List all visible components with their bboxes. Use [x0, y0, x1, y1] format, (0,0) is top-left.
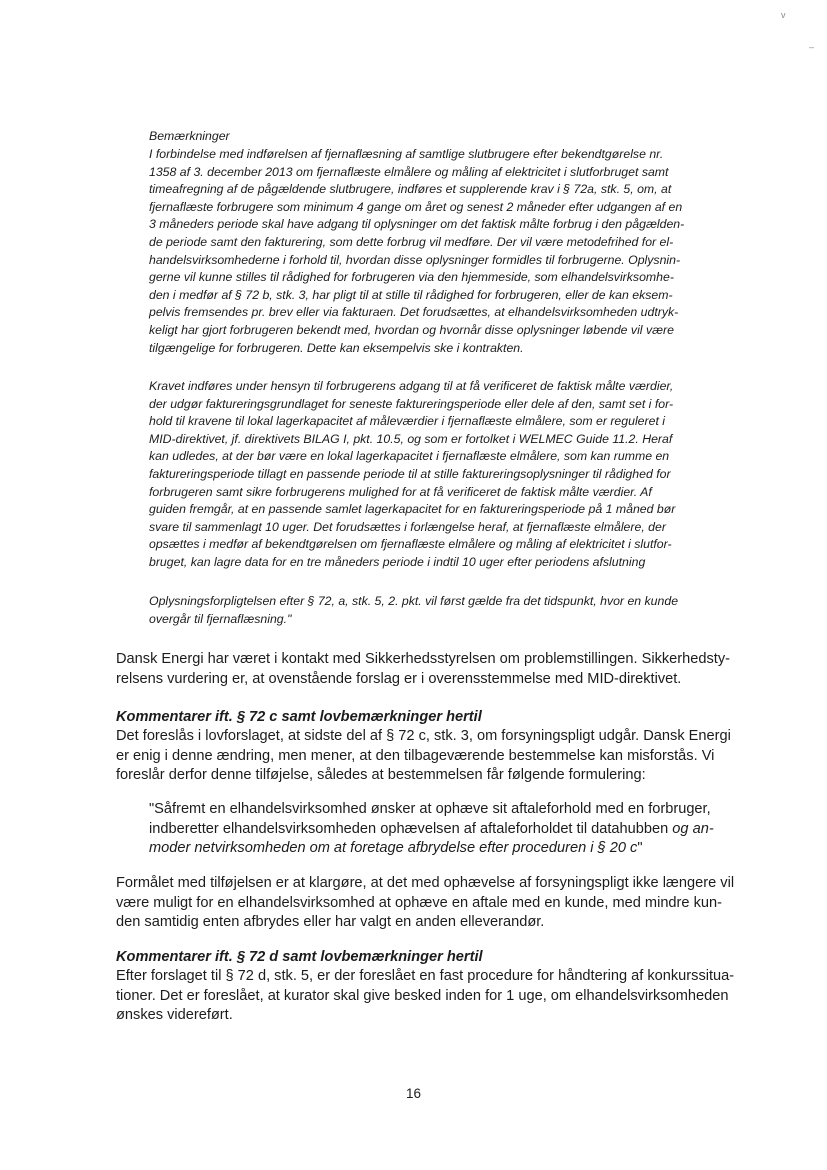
text-line: faktureringsperiode tillagt en passende periode til at stille faktureringsoplysninger til rådighed for — [149, 466, 671, 481]
text-line: kan udledes, at der bør være en lokal lagerkapacitet i fjernaflæste elmålere, som kan rumme en — [149, 449, 670, 464]
text-line: relsens vurdering er, at ovenstående forslag er i overensstemmelse med MID-direktivet. — [116, 670, 682, 687]
remarks-title-block — [149, 128, 724, 146]
proposed-wording-quote — [149, 800, 739, 859]
remarks-paragraph-1 — [149, 146, 724, 357]
text-line: I forbindelse med indførelsen af fjernaflæsning af samtlige slutbrugere efter bekendtgørelse nr. — [149, 147, 664, 161]
text-line: foreslår derfor denne tilføjelse, således at bestemmelsen får følgende formulering: — [116, 767, 646, 784]
text-line: 3 måneders periode skal have adgang til oplysninger om det faktisk målte forbrug i den pågælden- — [149, 217, 685, 232]
text-line: forbrugeren samt sikre forbrugerens mulighed for at få verificeret de faktisk målte værdier. Af — [149, 484, 652, 499]
text-line — [149, 820, 739, 840]
scan-mark: – — [809, 42, 815, 52]
text-line: der udgør faktureringsgrundlaget for seneste faktureringsperiode eller dele af den, samt set i for- — [149, 396, 674, 411]
text-line: 1358 af 3. december 2013 om fjernaflæste elmålere og måling af elektricitet i slutforbruget samt — [149, 164, 669, 179]
text-line: Oplysningsforpligtelsen efter § 72, a, stk. 5, 2. pkt. vil først gælde fra det tidspunkt, hvor en kunde — [149, 594, 679, 608]
quote-text: " — [637, 840, 643, 857]
text-line: være muligt for en elhandelsvirksomhed at ophæve en aftale med en kunde, med mindre kun- — [116, 894, 722, 911]
text-line: fjernaflæste forbrugere som minimum 4 gange om året og senest 2 måneder efter udgangen af en — [149, 199, 683, 214]
text-line: overgår til fjernaflæsning." — [149, 611, 292, 626]
body-paragraph-1 — [116, 650, 738, 689]
text-line: er enig i denne ændring, men mener, at den tilbageværende bestemmelse kan misforstås. Vi — [116, 747, 715, 764]
body-paragraph-3 — [116, 874, 738, 933]
text-line: Kravet indføres under hensyn til forbrugerens adgang til at få verificeret de faktisk målte værdier, — [149, 379, 674, 393]
text-line: bruget, kan lagre data for en tre måneders periode i indtil 10 uger efter periodens afslutning — [149, 554, 646, 569]
text-line: "Såfremt en elhandelsvirksomhed ønsker at ophæve sit aftaleforhold med en forbruger, — [149, 801, 711, 817]
text-line: keligt har gjort forbrugeren bekendt med, hvordan og hvornår disse oplysninger løbende vil være — [149, 322, 674, 337]
text-line: tioner. Det er foreslået, at kurator skal give besked inden for 1 uge, om elhandelsvirksomheden — [116, 987, 729, 1004]
text-line: timeafregning af de pågældende slutbrugere, indføres et supplerende krav i § 72a, stk. 5, om, at — [149, 182, 672, 197]
text-line — [149, 839, 739, 859]
heading-text: Kommentarer ift. § 72 d samt lovbemærkninger hertil — [116, 949, 483, 965]
text-line: Dansk Energi har været i kontakt med Sikkerhedsstyrelsen om problemstillingen. Sikkerhedsty- — [116, 651, 731, 667]
remarks-paragraph-3 — [149, 593, 724, 628]
text-line: handelsvirksomhederne i forhold til, hvordan disse oplysninger formidles til forbrugerne. Oplysnin- — [149, 252, 681, 267]
quote-emphasis: og an- — [672, 820, 714, 837]
page-number: 16 — [405, 1086, 422, 1101]
text-line: de periode samt den fakturering, som dette forbrug vil medføre. Der vil være metodefrihed for el- — [149, 234, 674, 249]
text-line: MID-direktivet, jf. direktivets BILAG I, pkt. 10.5, og som er fortolket i WELMEC Guide 11.2. Heraf — [149, 431, 673, 446]
section-heading-72d — [116, 948, 738, 968]
body-paragraph-2 — [116, 727, 738, 786]
text-line: guiden fremgår, at en passende samlet lagerkapacitet for en faktureringsperiode på 1 måned bør — [149, 502, 676, 517]
text-line: pelvis fremsendes pr. brev eller via fakturaen. Det forudsættes, at elhandelsvirksomheden udtryk- — [149, 305, 679, 320]
section-heading-72c — [116, 708, 738, 728]
text-line: Efter forslaget til § 72 d, stk. 5, er der foreslået en fast procedure for håndtering af konkurssitua- — [116, 968, 735, 984]
scan-mark: v — [781, 10, 786, 20]
text-line: Formålet med tilføjelsen er at klargøre, at det med ophævelse af forsyningspligt ikke længere vil — [116, 875, 735, 891]
text-line: den i medfør af § 72 b, stk. 3, har pligt til at stille til rådighed for forbrugeren, eller de kan eksem- — [149, 287, 673, 302]
text-line: hold til kravene til lokal lagerkapacitet af måleværdier i fjernaflæste elmålere, som er reguleret i — [149, 414, 666, 429]
text-line: den samtidig enten afbrydes eller har valgt en anden elleverandør. — [116, 914, 545, 931]
remarks-title: Bemærkninger — [149, 129, 230, 143]
remarks-paragraph-2 — [149, 378, 724, 572]
text-line: tilgængelige for forbrugeren. Dette kan eksempelvis ske i kontrakten. — [149, 340, 524, 355]
text-line: opsættes i medfør af bekendtgørelsen om fjernaflæste elmålere og måling af elektricitet i slutfor- — [149, 537, 672, 552]
text-line: Det foreslås i lovforslaget, at sidste del af § 72 c, stk. 3, om forsyningspligt udgår. Dansk Energi — [116, 728, 731, 744]
quote-text: indberetter elhandelsvirksomheden ophævelsen af aftaleforholdet til datahubben — [149, 820, 673, 837]
text-line: ønskes videreført. — [116, 1007, 233, 1024]
body-paragraph-4 — [116, 967, 738, 1026]
text-line: gerne vil kunne stilles til rådighed for forbrugeren via den hjemmeside, som elhandelsvirksomhe- — [149, 270, 674, 285]
text-line: svare til sammenlagt 10 uger. Det forudsættes i forlængelse heraf, at fjernaflæste elmålere, der — [149, 519, 666, 534]
heading-text: Kommentarer ift. § 72 c samt lovbemærkninger hertil — [116, 709, 482, 725]
quote-emphasis: moder netvirksomheden om at foretage afbrydelse efter proceduren i § 20 c — [149, 840, 638, 857]
